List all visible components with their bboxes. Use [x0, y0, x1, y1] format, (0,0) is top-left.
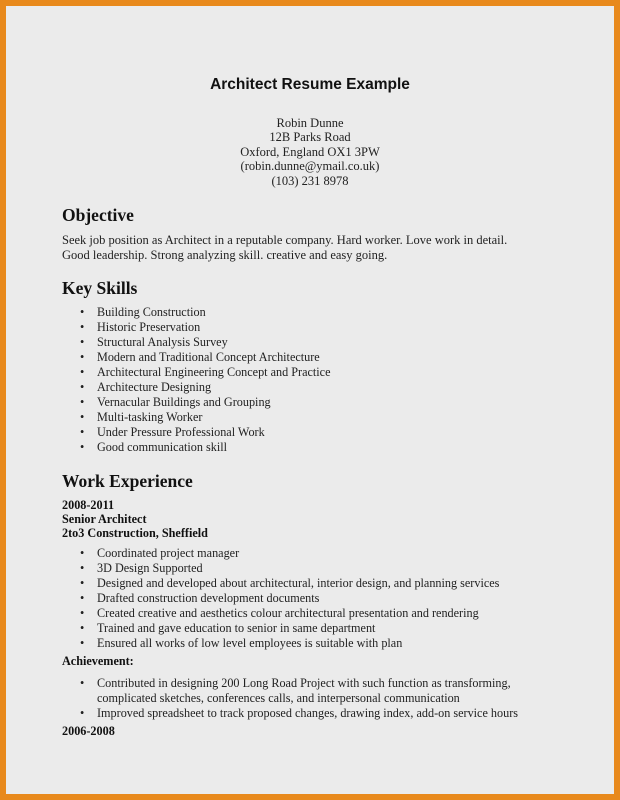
key-skills-list: [80, 305, 331, 455]
contact-block: [0, 116, 620, 188]
contact-address-line-2: Oxford, England OX1 3PW: [240, 144, 380, 159]
list-item: • Improved spreadsheet to track proposed changes, drawing index, add-on service hours: [80, 706, 519, 720]
list-item: • Architecture Designing: [80, 380, 212, 394]
list-item: • Multi-tasking Worker: [80, 410, 203, 424]
job-1-header: [62, 499, 208, 540]
list-item: • Trained and gave education to senior in same department: [80, 621, 376, 635]
bullet-icon: •: [80, 606, 85, 620]
document-title: Architect Resume Example: [210, 76, 410, 93]
list-item: • Designed and developed about architectural, interior design, and planning services: [80, 576, 500, 590]
job-1-years: 2008-2011: [62, 498, 115, 512]
achievement-label: Achievement:: [62, 654, 134, 668]
bullet-icon: •: [80, 561, 85, 575]
contact-address-line-1: 12B Parks Road: [269, 130, 351, 145]
contact-phone: (103) 231 8978: [271, 173, 349, 188]
bullet-icon: •: [80, 621, 85, 635]
list-item: • Created creative and aesthetics colour architectural presentation and rendering: [80, 606, 479, 620]
bullet-icon: •: [80, 395, 85, 409]
job-1-duties-list: [80, 546, 499, 651]
bullet-icon: •: [80, 335, 85, 349]
bullet-icon: •: [80, 676, 85, 690]
bullet-icon: •: [80, 706, 85, 720]
contact-email: (robin.dunne@ymail.co.uk): [240, 159, 380, 174]
bullet-icon: •: [80, 440, 85, 454]
list-item: • Architectural Engineering Concept and Practice: [80, 365, 331, 379]
job-1-company: 2to3 Construction, Sheffield: [62, 525, 208, 540]
bullet-icon: •: [80, 410, 85, 424]
job-1-achievements-list: [80, 676, 518, 721]
list-item: • Good communication skill: [80, 440, 227, 454]
bullet-icon: •: [80, 305, 85, 319]
list-item: • Drafted construction development documents: [80, 591, 320, 605]
bullet-icon: •: [80, 591, 85, 605]
job-2-years: 2006-2008: [62, 724, 115, 738]
objective-heading: Objective: [62, 205, 134, 225]
objective-text: Seek job position as Architect in a reputable company. Hard worker. Love work in detail. Good leadership. Strong analyzing skill. creative and easy going.: [62, 233, 508, 262]
job-1-role: Senior Architect: [62, 511, 147, 526]
list-item: • 3D Design Supported: [80, 561, 203, 575]
list-item: • Structural Analysis Survey: [80, 335, 228, 349]
bullet-icon: •: [80, 365, 85, 379]
bullet-icon: •: [80, 350, 85, 364]
bullet-icon: •: [80, 546, 85, 560]
list-item: • Vernacular Buildings and Grouping: [80, 395, 271, 409]
bullet-icon: •: [80, 380, 85, 394]
list-item: • Modern and Traditional Concept Architecture: [80, 350, 320, 364]
bullet-icon: •: [80, 425, 85, 439]
bullet-icon: •: [80, 636, 85, 650]
list-item: • Contributed in designing 200 Long Road Project with such function as transforming, complicated sketches, conferences calls, and interpersonal communication: [80, 676, 511, 705]
list-item: • Building Construction: [80, 305, 206, 319]
contact-name: Robin Dunne: [276, 116, 344, 130]
list-item: • Ensured all works of low level employees is suitable with plan: [80, 636, 403, 650]
key-skills-heading: Key Skills: [62, 278, 138, 298]
bullet-icon: •: [80, 320, 85, 334]
work-experience-heading: Work Experience: [62, 471, 193, 491]
list-item: • Coordinated project manager: [80, 546, 240, 560]
list-item: • Under Pressure Professional Work: [80, 425, 265, 439]
bullet-icon: •: [80, 576, 85, 590]
list-item: • Historic Preservation: [80, 320, 201, 334]
